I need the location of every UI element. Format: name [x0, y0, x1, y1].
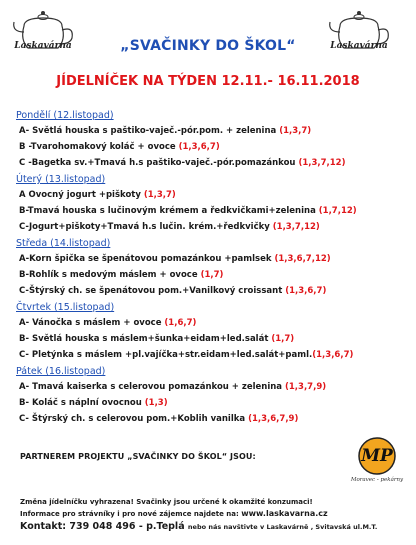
footer-notice: Změna jídelníčku vyhrazena! Svačinky jsou určené k okamžité konzumaci! — [20, 498, 313, 506]
logo-wordmark: Laskavárna — [330, 41, 388, 51]
menu-item — [16, 317, 411, 329]
allergens: (1,3,6,7,9) — [248, 414, 299, 424]
day-title: Pátek (16.listopad) — [16, 366, 106, 377]
item-text: A Ovocný jogurt +piškoty — [19, 190, 144, 200]
menu-item — [16, 381, 411, 393]
item-text: A- Vánočka s máslem + ovoce — [19, 318, 165, 328]
day-title: Středa (14.listopad) — [16, 238, 111, 249]
allergens: (1,3,7) — [279, 126, 312, 136]
menu-item — [16, 253, 411, 265]
allergens: (1,3,7,12) — [298, 158, 346, 168]
allergens: (1,3,6,7) — [312, 350, 354, 360]
item-text: C -Bagetka sv.+Tmavá h.s paštiko-vaječ.-pór.pomazánkou — [19, 158, 299, 168]
menu-item — [16, 125, 411, 137]
day-thursday — [16, 302, 411, 361]
item-text: C-Jogurt+piškoty+Tmavá h.s lučin. krém.+ředkvičky — [19, 222, 273, 232]
allergens: (1,3,7) — [143, 190, 176, 200]
menu-item — [16, 413, 411, 425]
mp-logo — [348, 436, 406, 488]
allergens: (1,3,7,9) — [285, 382, 327, 392]
allergens: (1,3,6,7) — [285, 286, 327, 296]
allergens: (1,3,7,12) — [272, 222, 320, 232]
item-text: B- Koláč s náplní ovocnou — [19, 398, 145, 408]
item-text: C- Štýrský ch. s celerovou pom.+Koblih vanilka — [19, 414, 249, 424]
day-title: Čtvrtek (15.listopad) — [16, 302, 115, 313]
item-text: C-Štýrský ch. se špenátovou pom.+Vanilkový croissant — [19, 286, 286, 296]
item-text: B-Tmavá houska s lučinovým krémem a ředkvičkami+zelenina — [19, 206, 319, 216]
week-title: JÍDELNÍČEK NA TÝDEN 12.11.- 16.11.2018 — [56, 74, 360, 89]
menu-item — [16, 221, 411, 233]
menu-item — [16, 397, 411, 409]
allergens: (1,3,6,7,12) — [274, 254, 331, 264]
page-title: „SVAČINKY DO ŠKOL“ — [120, 38, 296, 54]
contact-phone: Kontakt: 739 048 496 - p.Teplá — [20, 521, 188, 532]
day-tuesday — [16, 174, 411, 233]
item-text: C- Pletýnka s máslem +pl.vajíčka+str.eidam+led.salát+paml. — [19, 350, 313, 360]
footer-info-text: Informace pro strávníky i pro nové zájemce najdete na: — [20, 510, 242, 518]
item-text: A- Světlá houska s paštiko-vaječ.-pór.pom. + zelenina — [19, 126, 280, 136]
weekly-menu — [16, 110, 411, 430]
item-text: B- Světlá houska s máslem+šunka+eidam+led.salát — [19, 334, 272, 344]
menu-item — [16, 333, 411, 345]
menu-item — [16, 141, 411, 153]
day-monday — [16, 110, 411, 169]
item-text: B -Tvarohomakový koláč + ovoce — [19, 142, 179, 152]
allergens: (1,7) — [271, 334, 295, 344]
menu-item — [16, 205, 411, 217]
menu-item — [16, 157, 411, 169]
contact-note: nebo nás navštivte v Laskavárně , Svitavská ul.M.T. — [187, 523, 378, 531]
mp-logo-letters: MP — [361, 446, 393, 466]
day-title: Pondělí (12.listopad) — [16, 110, 114, 121]
day-friday — [16, 366, 411, 425]
menu-item — [16, 269, 411, 281]
footer-info — [20, 508, 410, 520]
allergens: (1,3,6,7) — [178, 142, 220, 152]
footer — [20, 497, 410, 534]
menu-item — [16, 349, 411, 361]
mp-logo-caption: Moravec - pekárny — [350, 477, 404, 483]
allergens: (1,7) — [200, 270, 224, 280]
item-text: B-Rohlík s medovým máslem + ovoce — [19, 270, 201, 280]
website-link[interactable]: www.laskavarna.cz — [241, 509, 328, 518]
allergens: (1,6,7) — [164, 318, 197, 328]
day-wednesday — [16, 238, 411, 297]
footer-contact — [20, 520, 410, 534]
allergens: (1,7,12) — [318, 206, 357, 216]
menu-item — [16, 285, 411, 297]
allergens: (1,3) — [144, 398, 168, 408]
item-text: A-Korn špička se špenátovou pomazánkou +pamlsek — [19, 254, 275, 264]
item-text: A- Tmavá kaiserka s celerovou pomazánkou + zelenina — [19, 382, 285, 392]
logo-wordmark: Laskavárna — [14, 41, 72, 51]
menu-item — [16, 189, 411, 201]
partner-text: PARTNEREM PROJEKTU „SVAČINKY DO ŠKOL“ JSOU: — [20, 452, 256, 461]
day-title: Úterý (13.listopad) — [16, 174, 106, 185]
